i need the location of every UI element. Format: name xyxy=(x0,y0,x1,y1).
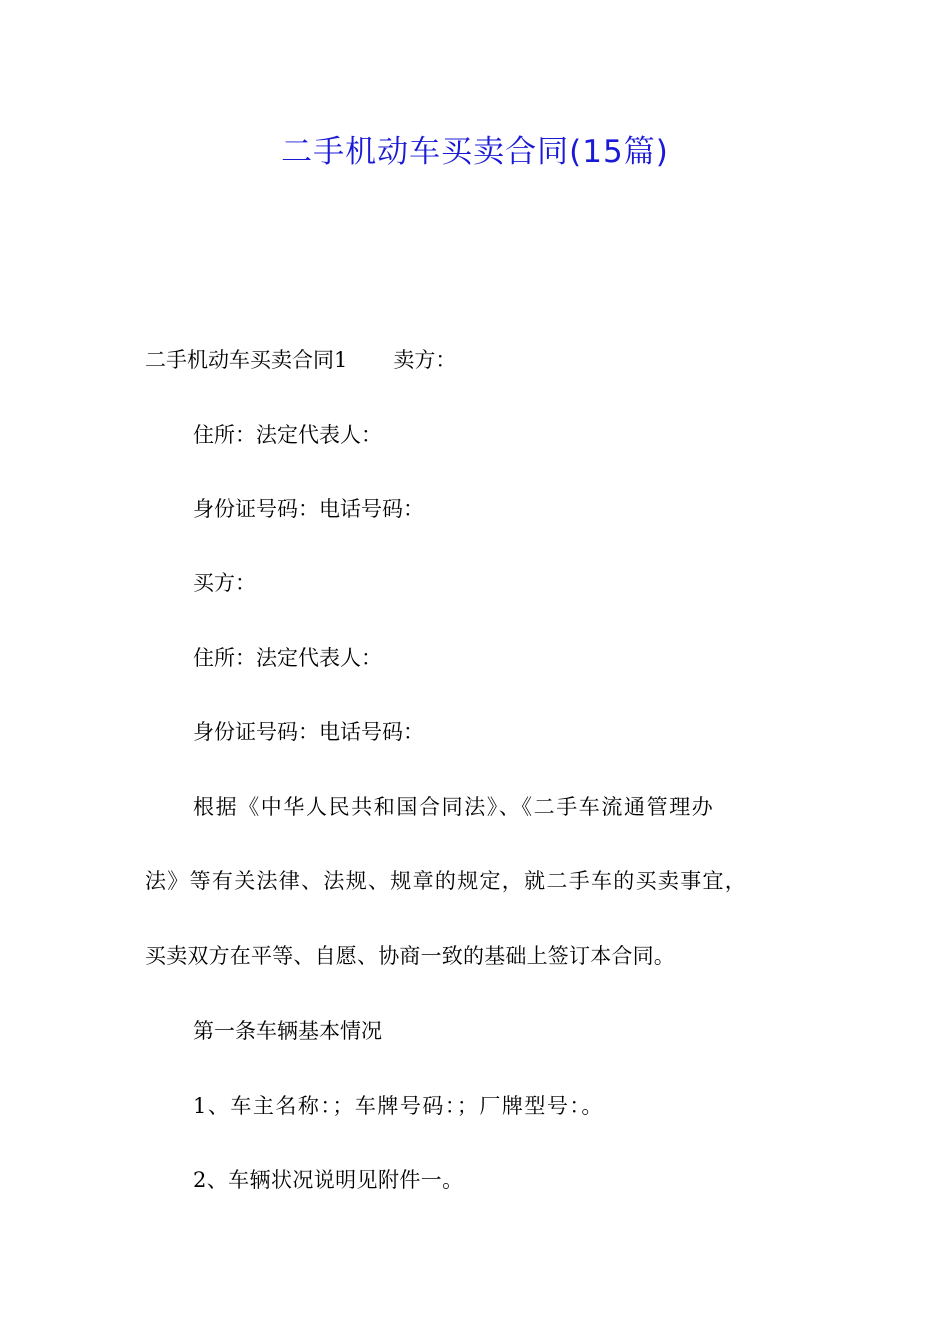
contract-heading: 二手机动车买卖合同1 xyxy=(145,348,348,372)
article-1-item-2: 2、车辆状况说明见附件一。 xyxy=(193,1168,464,1192)
seller-id-line: 身份证号码：电话号码： xyxy=(193,497,424,521)
preamble-line-2: 法》等有关法律、法规、规章的规定，就二手车的买卖事宜， xyxy=(145,869,748,893)
buyer-label: 买方： xyxy=(193,571,256,595)
contract-intro-line xyxy=(145,345,456,375)
seller-address-line: 住所：法定代表人： xyxy=(193,423,382,447)
article-1-item-1: 1、车主名称：；车牌号码：；厂牌型号：。 xyxy=(193,1094,604,1118)
article-1-heading: 第一条车辆基本情况 xyxy=(193,1019,382,1043)
preamble-line-3: 买卖双方在平等、自愿、协商一致的基础上签订本合同。 xyxy=(145,944,675,968)
buyer-address-line: 住所：法定代表人： xyxy=(193,646,382,670)
preamble-line-1: 根据《中华人民共和国合同法》、《二手车流通管理办 xyxy=(193,795,715,819)
buyer-id-line: 身份证号码：电话号码： xyxy=(193,720,424,744)
document-title: 二手机动车买卖合同(15篇) xyxy=(281,134,669,170)
seller-label: 卖方： xyxy=(393,348,457,372)
